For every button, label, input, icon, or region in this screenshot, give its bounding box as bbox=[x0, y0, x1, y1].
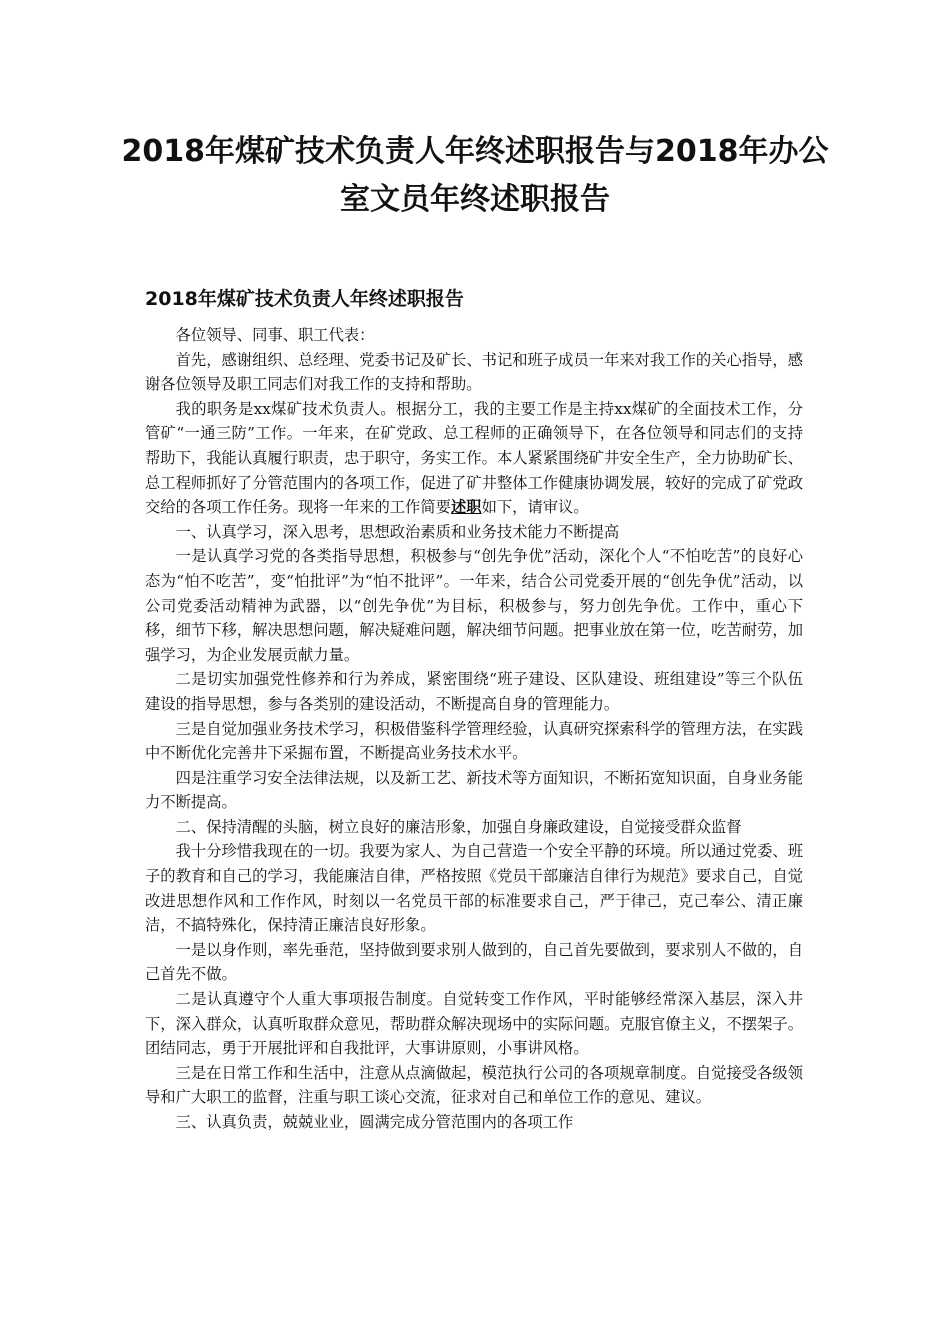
duty-paragraph-text: 我的职务是xx煤矿技术负责人。根据分工，我的主要工作是主持xx煤矿的全面技术工作，分管矿“一通三防”工作。一年来，在矿党政、总工程师的正确领导下，在各位领导和同志们的支持帮助下，我能认真履行职责，忠于职守，务实工作。本人紧紧围绕矿井安全生产，全力协助矿长、总工程师抓好了分管范围内的各项工作，促进了矿井整体工作健康协调发展，较好的完成了矿党政交给的各项工作任务。现将一年来的工作简要 bbox=[145, 399, 803, 517]
section-two-point-2: 二是认真遵守个人重大事项报告制度。自觉转变工作作风，平时能够经常深入基层，深入井下，深入群众，认真听取群众意见，帮助群众解决现场中的实际问题。克服官僚主义，不摆架子。团结同志，勇于开展批评和自我批评，大事讲原则，小事讲风格。 bbox=[145, 990, 803, 1058]
document-title-line1: 2018年煤矿技术负责人年终述职报告与2018年办公 bbox=[121, 134, 829, 169]
section-two-heading: 二、保持清醒的头脑，树立良好的廉洁形象，加强自身廉政建设，自觉接受群众监督 bbox=[175, 817, 742, 836]
section-one-point-3: 三是自觉加强业务技术学习，积极借鉴科学管理经验，认真研究探索科学的管理方法，在实践中不断优化完善井下采掘布置，不断提高业务技术水平。 bbox=[145, 719, 803, 763]
section-one-point-2: 二是切实加强党性修养和行为养成，紧密围绕“班子建设、区队建设、班组建设”等三个队伍建设的指导思想，参与各类别的建设活动，不断提高自身的管理能力。 bbox=[145, 670, 803, 713]
document-title-line2: 室文员年终述职报告 bbox=[340, 182, 610, 217]
document-body bbox=[145, 323, 803, 1135]
duty-paragraph bbox=[145, 397, 803, 520]
section-one-point-1: 一是认真学习党的各类指导思想，积极参与“创先争优”活动，深化个人“不怕吃苦”的良好心态为“怕不吃苦”，变“怕批评”为“怕不批评”。一年来，结合公司党委开展的“创先争优”活动，以公司党委活动精神为武器，以“创先争优”为目标，积极参与，努力创先争优。工作中，重心下移，细节下移，解决思想问题，解决疑难问题，解决细节问题。把事业放在第一位，吃苦耐劳，加强学习，为企业发展贡献力量。 bbox=[145, 547, 803, 664]
document-title bbox=[120, 128, 830, 224]
salutation-paragraph: 各位领导、同事、职工代表： bbox=[175, 326, 375, 344]
section-two-point-1: 一是以身作则，率先垂范，坚持做到要求别人做到的，自己首先要做到，要求别人不做的，自己首先不做。 bbox=[145, 940, 803, 984]
section-heading: 2018年煤矿技术负责人年终述职报告 bbox=[145, 288, 464, 310]
duty-paragraph-tail: 如下，请审议。 bbox=[481, 498, 589, 517]
section-one-point-4: 四是注重学习安全法律法规，以及新工艺、新技术等方面知识，不断拓宽知识面，自身业务能力不断提高。 bbox=[145, 768, 803, 812]
section-one-heading: 一、认真学习，深入思考，思想政治素质和业务技术能力不断提高 bbox=[175, 522, 620, 541]
section-two-point-3: 三是在日常工作和生活中，注意从点滴做起，模范执行公司的各项规章制度。自觉接受各级领导和广大职工的监督，注重与职工谈心交流，征求对自己和单位工作的意见、建议。 bbox=[145, 1063, 803, 1107]
report-link[interactable]: 述职 bbox=[450, 498, 482, 517]
section-three-heading: 三、认真负责，兢兢业业，圆满完成分管范围内的各项工作 bbox=[175, 1113, 574, 1131]
section-two-intro: 我十分珍惜我现在的一切。我要为家人、为自己营造一个安全平静的环境。所以通过党委、班子的教育和自己的学习，我能廉洁自律，严格按照《党员干部廉洁自律行为规范》要求自己，自觉改进思想作风和工作作风，时刻以一名党员干部的标准要求自己，严于律己，克己奉公、清正廉洁，不搞特殊化，保持清正廉洁良好形象。 bbox=[145, 842, 803, 935]
thanks-paragraph: 首先，感谢组织、总经理、党委书记及矿长、书记和班子成员一年来对我工作的关心指导，感谢各位领导及职工同志们对我工作的支持和帮助。 bbox=[145, 350, 803, 394]
